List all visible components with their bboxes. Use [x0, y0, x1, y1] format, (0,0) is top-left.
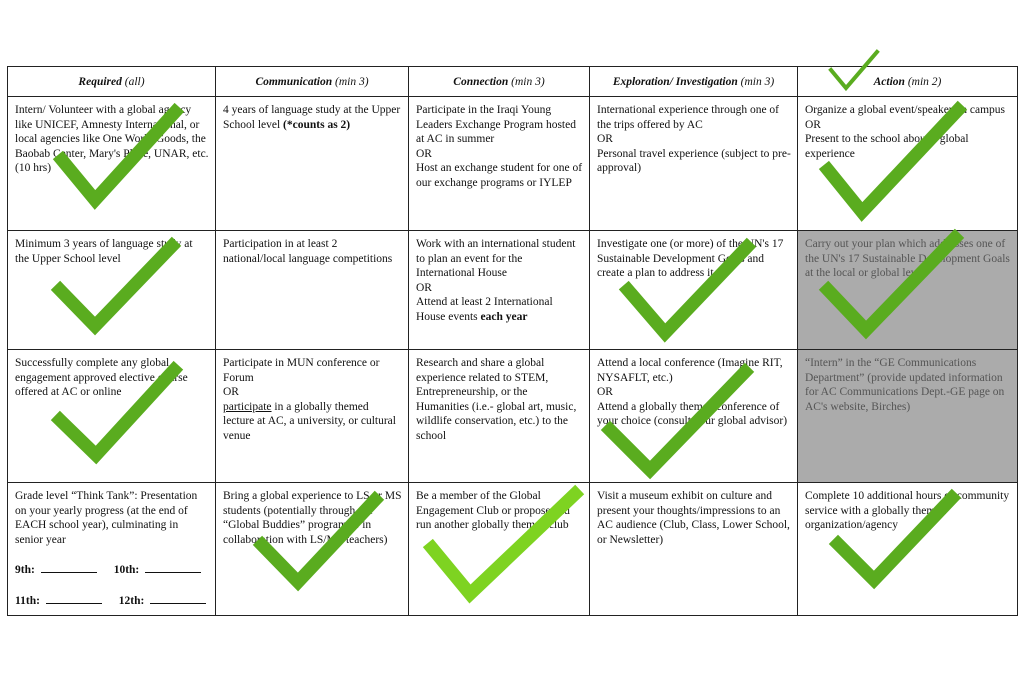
cell-required: Intern/ Volunteer with a global agency like UNICEF, Amnesty International, or local agencies like One World Goods, the Baobab Center, Mary's Place, UNAR, etc. (10 hrs) — [8, 97, 216, 231]
cell-connection: Research and share a global experience related to STEM, Entrepreneurship, or the Humanities (i.e.- global art, music, wildlife conservation, etc.) to the school — [409, 350, 590, 483]
table-row — [8, 231, 1018, 350]
header-connection: Connection (min 3) — [409, 67, 590, 97]
cell-action: Organize a global event/speaker on campus OR Present to the school about a global experience — [798, 97, 1018, 231]
header-exploration: Exploration/ Investigation (min 3) — [590, 67, 798, 97]
cell-required: Minimum 3 years of language study at the Upper School level — [8, 231, 216, 350]
table-row — [8, 97, 1018, 231]
cell-action: Carry out your plan which addresses one of the UN's 17 Sustainable Development Goals at the local or global level — [798, 231, 1018, 350]
cell-communication: 4 years of language study at the Upper School level (*counts as 2) — [216, 97, 409, 231]
cell-exploration: Visit a museum exhibit on culture and present your thoughts/impressions to an AC audience (Club, Class, Lower School, or Newsletter) — [590, 483, 798, 616]
cell-required: Successfully complete any global engagement approved elective course offered at AC or online — [8, 350, 216, 483]
cell-communication: Participation in at least 2 national/local language competitions — [216, 231, 409, 350]
requirements-table — [7, 66, 1018, 616]
cell-communication: Bring a global experience to LS or MS students (potentially through our “Global Buddies” program or in collaboration with LS/MS teachers) — [216, 483, 409, 616]
header-action: Action (min 2) — [798, 67, 1018, 97]
cell-exploration: International experience through one of the trips offered by AC OR Personal travel experience (subject to pre-approval) — [590, 97, 798, 231]
grade-line-row-1: 9th: 10th: — [15, 561, 209, 578]
header-required: Required (all) — [8, 67, 216, 97]
table-row — [8, 350, 1018, 483]
cell-connection: Work with an international student to plan an event for the International House OR Attend at least 2 International House events each year — [409, 231, 590, 350]
grade-11-blank[interactable] — [46, 592, 102, 604]
header-communication: Communication (min 3) — [216, 67, 409, 97]
cell-exploration: Attend a local conference (Imagine RIT, NYSAFLT, etc.) OR Attend a globally themed conference of your choice (consult your global advisor) — [590, 350, 798, 483]
cell-communication: Participate in MUN conference or Forum OR participate in a globally themed lecture at AC, a university, or cultural venue — [216, 350, 409, 483]
cell-exploration: Investigate one (or more) of the UN's 17 Sustainable Development Goals and create a plan to address it — [590, 231, 798, 350]
grade-12-blank[interactable] — [150, 592, 206, 604]
cell-action: Complete 10 additional hours of community service with a globally themed organization/agency — [798, 483, 1018, 616]
table-row — [8, 483, 1018, 616]
grade-9-blank[interactable] — [41, 561, 97, 573]
cell-action: “Intern” in the “GE Communications Department” (provide updated information for AC Communications Dept.-GE page on AC's website, Birches) — [798, 350, 1018, 483]
cell-connection: Participate in the Iraqi Young Leaders Exchange Program hosted at AC in summer OR Host an exchange student for one of our exchange programs or IYLEP — [409, 97, 590, 231]
header-row — [8, 67, 1018, 97]
cell-connection: Be a member of the Global Engagement Club or propose and run another globally themed club — [409, 483, 590, 616]
cell-required: Grade level “Think Tank”: Presentation on your yearly progress (at the end of EACH school year), culminating in senior year 9th: 10th: 11th: 12th: — [8, 483, 216, 616]
grade-line-row-2: 11th: 12th: — [15, 592, 209, 609]
grade-10-blank[interactable] — [145, 561, 201, 573]
